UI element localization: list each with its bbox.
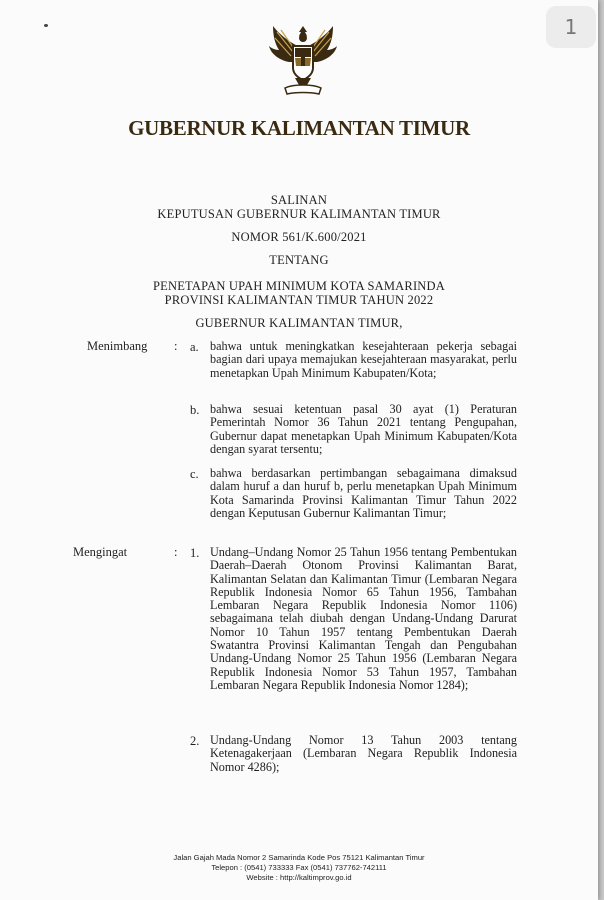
subject-line-2: PROVINSI KALIMANTAN TIMUR TAHUN 2022 [164,293,434,307]
tentang-label: TENTANG [269,253,329,267]
garuda-emblem-icon [265,22,341,102]
issuer-line: GUBERNUR KALIMANTAN TIMUR, [195,316,403,330]
mengingat-marker-2: 2. [190,734,200,748]
mengingat-item-1: Undang–Undang Nomor 25 Tahun 1956 tentang Pembentukan Daerah–Daerah Otonom Provinsi Kalimantan Barat, Kalimantan Selatan dan Kalimantan Timur (Lembaran Negara Republik Indonesia Nomor 65 Tahun 1956, Tambahan Lembaran Negara Republik Indonesia Nomor 1106) sebagaimana telah diubah dengan Undang-Undang Darurat Nomor 10 Tahun 1957 tentang Pembentukan Daerah Swatantra Provinsi Kalimantan Tengah dan Pengubahan Undang-Undang Nomor 25 Tahun 1956 (Lembaran Negara Republik Indonesia Nomor 53 Tahun 1957, Tambahan Lembaran Negara Republik Indonesia Nomor 1284); [210,545,517,692]
menimbang-marker-a: a. [190,340,199,354]
mengingat-colon: : [174,545,178,559]
scan-speck [44,24,48,27]
menimbang-item-a: bahwa untuk meningkatkan kesejahteraan pekerja sebagai bagian dari upaya memajukan kesejahteraan masyarakat, perlu menetapkan Upah Minimum Kabupaten/Kota; [210,339,517,380]
menimbang-marker-c: c. [190,467,199,481]
mengingat-item-2: Undang-Undang Nomor 13 Tahun 2003 tentang Ketenagakerjaan (Lembaran Negara Republik Indonesia Nomor 4286); [210,733,517,774]
menimbang-item-c: bahwa berdasarkan pertimbangan sebagaimana dimaksud dalam huruf a dan huruf b, perlu menetapkan Upah Minimum Kota Samarinda Provinsi Kalimantan Timur Tahun 2022 dengan Keputusan Gubernur Kalimantan Timur; [210,466,517,520]
decree-number: NOMOR 561/K.600/2021 [231,230,367,244]
menimbang-marker-b: b. [190,403,200,417]
footer-address: Jalan Gajah Mada Nomor 2 Samarinda Kode Pos 75121 Kalimantan Timur [173,853,425,862]
menimbang-item-b: bahwa sesuai ketentuan pasal 30 ayat (1) Peraturan Pemerintah Nomor 36 Tahun 2021 tentang Pengupahan, Gubernur dapat menetapkan Upah Minimum Kabupaten/Kota dengan syarat tersentu; [210,402,517,456]
mengingat-label: Mengingat [73,545,128,559]
salinan-label: SALINAN [270,193,328,207]
decree-title: KEPUTUSAN GUBERNUR KALIMANTAN TIMUR [157,207,441,221]
menimbang-colon: : [174,339,178,353]
footer-website: Website : http://kaltimprov.go.id [246,873,352,882]
footer-phone: Telepon : (0541) 733333 Fax (0541) 737762-742111 [211,863,387,872]
menimbang-label: Menimbang [87,339,148,353]
letterhead-title: GUBERNUR KALIMANTAN TIMUR [128,116,470,140]
subject-line-1: PENETAPAN UPAH MINIMUM KOTA SAMARINDA [152,279,445,293]
mengingat-marker-1: 1. [190,546,200,560]
page-number-indicator: 1 [546,6,596,48]
